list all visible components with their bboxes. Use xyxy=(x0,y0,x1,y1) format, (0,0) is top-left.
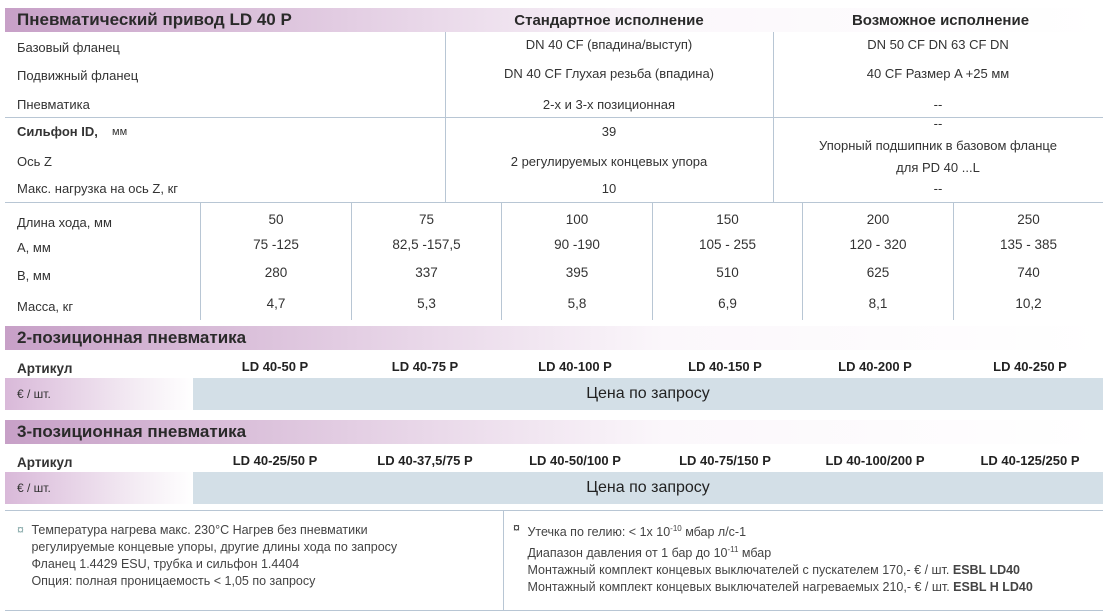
spec-label: Макс. нагрузка на ось Z, кг xyxy=(17,181,179,196)
note-line: Фланец 1.4429 ESU, трубка и сильфон 1.4404 xyxy=(31,557,300,571)
spec-standard-value: DN 40 CF (впадина/выступ) xyxy=(525,37,693,52)
article-label: Артикул xyxy=(17,455,73,470)
section-header xyxy=(5,420,1103,444)
price-on-request: Цена по запросу xyxy=(193,378,1103,410)
stroke-value: 150 xyxy=(716,212,739,227)
stroke-value: 75 xyxy=(418,212,435,227)
stroke-value: 100 xyxy=(565,212,589,227)
section-title: 3-позиционная пневматика xyxy=(17,422,247,441)
article-number: LD 40-150 P xyxy=(688,359,762,374)
stroke-label: Масса, кг xyxy=(17,299,74,314)
stroke-value: 510 xyxy=(716,265,739,280)
stroke-value: 75 -125 xyxy=(253,237,299,252)
note-line: регулируемые концевые упоры, другие длины хода по запросу xyxy=(31,540,398,554)
spec-option-value: DN 50 CF DN 63 CF DN xyxy=(867,37,1009,52)
stroke-value: 5,3 xyxy=(417,296,436,311)
article-number: LD 40-125/250 P xyxy=(980,453,1080,468)
price-on-request: Цена по запросу xyxy=(193,472,1103,504)
bullet-icon: ¤ xyxy=(17,523,24,537)
stroke-value: 82,5 -157,5 xyxy=(392,237,461,252)
spec-option-value: -- xyxy=(933,116,943,131)
col-standard-header: Стандартное исполнение xyxy=(514,12,704,29)
divider xyxy=(503,510,504,610)
spec-label: Подвижный фланец xyxy=(17,68,139,83)
article-number: LD 40-100 P xyxy=(538,359,612,374)
section-title: 2-позиционная пневматика xyxy=(17,328,247,347)
stroke-value: 250 xyxy=(1017,212,1040,227)
stroke-label: Длина хода, мм xyxy=(17,215,112,230)
article-number: LD 40-250 P xyxy=(993,359,1067,374)
stroke-value: 5,8 xyxy=(567,296,587,311)
notes-left xyxy=(17,522,397,590)
note-line: Опция: полная проницаемость < 1,05 по запросу xyxy=(31,574,316,588)
spec-option-value: для PD 40 ...L xyxy=(896,160,980,175)
article-number: LD 40-50 P xyxy=(241,359,309,374)
article-number: LD 40-100/200 P xyxy=(825,453,925,468)
note-line: Утечка по гелию: < 1x $10^{-10}$ мбар л/с-1 xyxy=(527,524,747,540)
article-number: LD 40-200 P xyxy=(838,359,912,374)
note-line: Диапазон давления от 1 бар до $10^{-11}$ мбар xyxy=(527,545,772,561)
stroke-label: B, мм xyxy=(17,268,51,283)
stroke-value: 740 xyxy=(1017,265,1040,280)
spec-standard-value: 10 xyxy=(601,181,617,196)
stroke-value: 337 xyxy=(415,265,438,280)
notes-right xyxy=(513,520,1103,596)
stroke-value: 200 xyxy=(866,212,890,227)
stroke-value: 8,1 xyxy=(868,296,888,311)
col-option-header: Возможное исполнение xyxy=(851,12,1030,29)
stroke-value: 90 -190 xyxy=(554,237,600,252)
unit: мм xyxy=(112,126,128,138)
spec-label: Пневматика xyxy=(17,97,90,112)
note-line: Монтажный комплект концевых выключателей с пускателем 170,- € / шт. ESBL LD40 xyxy=(527,563,1021,578)
section-header xyxy=(5,326,1103,350)
article-number: LD 40-50/100 P xyxy=(529,453,621,468)
article-number: LD 40-75/150 P xyxy=(679,453,771,468)
stroke-label: A, мм xyxy=(17,240,51,255)
stroke-value: 135 - 385 xyxy=(999,237,1058,252)
spec-option-value: -- xyxy=(933,181,943,196)
spec-label: Ось Z xyxy=(17,154,52,169)
bullet-icon: ¤ xyxy=(513,521,520,535)
spec-standard-value: DN 40 CF Глухая резьба (впадина) xyxy=(503,66,715,81)
price-unit-label: € / шт. xyxy=(5,378,193,410)
stroke-value: 4,7 xyxy=(266,296,286,311)
page-title: Пневматический привод LD 40 P xyxy=(17,10,292,29)
divider xyxy=(5,202,1103,203)
spec-standard-value: 2 регулируемых концевых упора xyxy=(510,154,708,169)
stroke-value: 280 xyxy=(264,265,288,280)
article-number: LD 40-37,5/75 P xyxy=(377,453,473,468)
stroke-value: 395 xyxy=(565,265,589,280)
spec-standard-value: 39 xyxy=(601,124,617,139)
stroke-value: 625 xyxy=(866,265,890,280)
stroke-value: 10,2 xyxy=(1015,296,1042,311)
article-number: LD 40-75 P xyxy=(391,359,459,374)
divider xyxy=(5,610,1103,611)
article-number: LD 40-25/50 P xyxy=(232,453,318,468)
spec-option-value: 40 CF Размер A +25 мм xyxy=(866,66,1010,81)
price-unit-label: € / шт. xyxy=(5,472,193,504)
spec-option-value: Упорный подшипник в базовом фланце xyxy=(819,138,1057,153)
stroke-value: 105 - 255 xyxy=(698,237,757,252)
main-header xyxy=(5,8,1103,32)
article-label: Артикул xyxy=(17,361,73,376)
note-line: Температура нагрева макс. 230°C Нагрев без пневматики xyxy=(31,523,368,537)
spec-standard-value: 2-х и 3-х позиционная xyxy=(542,97,676,112)
spec-option-value: -- xyxy=(933,97,943,112)
stroke-value: 6,9 xyxy=(718,296,737,311)
stroke-value: 120 - 320 xyxy=(849,237,907,252)
stroke-value: 50 xyxy=(268,212,284,227)
spec-label: Сильфон ID, xyxy=(17,124,98,139)
spec-label: Базовый фланец xyxy=(17,40,120,55)
note-line: Монтажный комплект концевых выключателей нагреваемых 210,- € / шт. ESBL H LD40 xyxy=(527,580,1033,595)
divider xyxy=(5,510,1103,511)
